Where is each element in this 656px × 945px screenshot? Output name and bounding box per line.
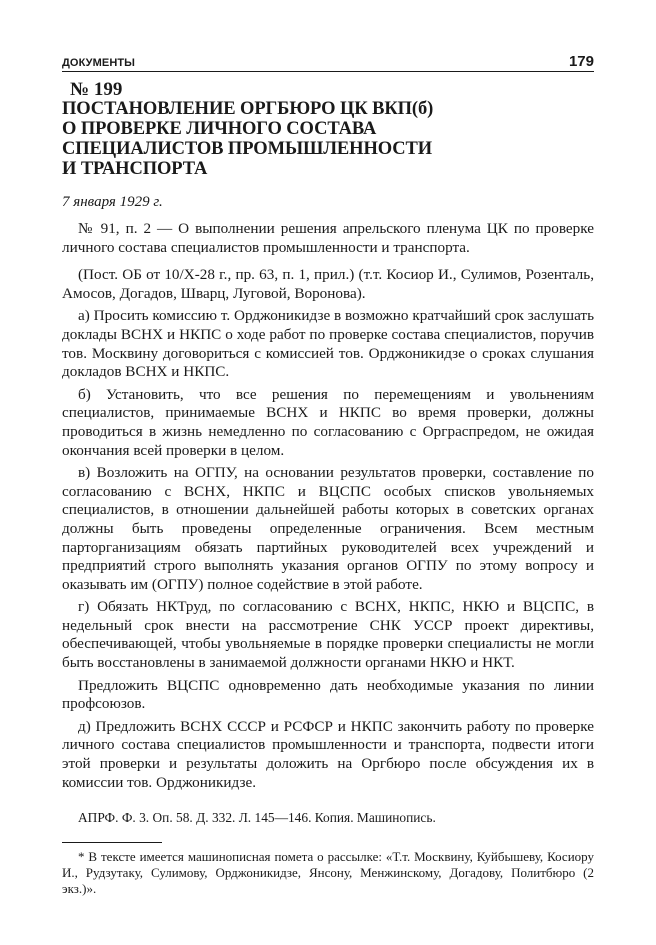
paragraph-item-a: а) Просить комиссию т. Орджоникидзе в возможно кратчайший срок заслушать доклады ВСНХ и НКПС о ходе работ по проверке состава специалистов, поручив тов. Москвину договориться с комиссией тов. Орджоникидзе о сроках слушания докладов ВСНХ и НКПС. (62, 307, 594, 381)
footnote-divider (62, 842, 162, 843)
footnote: * В тексте имеется машинописная помета о рассылке: «Т.т. Москвину, Куйбышеву, Косиору И., Рудзутаку, Сулимову, Орджоникидзе, Янсону, Менжинскому, Догадову, Политбюро (2 экз.)». (62, 849, 594, 897)
paragraph-vcsps: Предложить ВЦСПС одновременно дать необходимые указания по линии профсоюзов. (62, 676, 594, 713)
paragraph-item-d: д) Предложить ВСНХ СССР и РСФСР и НКПС закончить работу по проверке личного состава специалистов промышленности и транспорта, подвести итоги этой проверки и результаты доложить на Оргбюро после обсуждения их в комиссии тов. Орджоникидзе. (62, 717, 594, 791)
title-line: ПОСТАНОВЛЕНИЕ ОРГБЮРО ЦК ВКП(б) (62, 99, 434, 119)
document-date: 7 января 1929 г. (62, 194, 163, 210)
document-page (62, 52, 594, 897)
document-body (62, 220, 594, 792)
title-line: О ПРОВЕРКЕ ЛИЧНОГО СОСТАВА (62, 119, 377, 139)
document-number: № 199 (70, 79, 123, 100)
paragraph-item-g: г) Обязать НКТруд, по согласованию с ВСНХ, НКПС, НКЮ и ВЦСПС, в недельный срок внести на рассмотрение СНК УССР проект директивы, обеспечивающей, чтобы увольняемые в порядке проверки специалисты не могли быть восстановлены в занимаемой должности органами НКЮ и НКТ. (62, 598, 594, 672)
title-line: СПЕЦИАЛИСТОВ ПРОМЫШЛЕННОСТИ (62, 139, 433, 159)
running-head (62, 52, 594, 72)
title-line: И ТРАНСПОРТА (62, 159, 208, 179)
archive-reference: АПРФ. Ф. 3. Оп. 58. Д. 332. Л. 145—146. Копия. Машинопись. (78, 810, 436, 826)
paragraph-item-b: б) Установить, что все решения по перемещениям и увольнениям специалистов, принимаемые ВСНХ и НКПС во время проверки, должны проводиться в жизнь немедленно по согласованию с Орграспредом, не ожидая окончания всей проверки в целом. (62, 385, 594, 459)
section-title: ДОКУМЕНТЫ (62, 57, 136, 69)
paragraph-item-v: в) Возложить на ОГПУ, на основании результатов проверки, составление по согласованию с ВСНХ, НКПС и ВЦСПС особых списков увольняемых специалистов, в отношении дальнейшей работы которых в советских органах должны быть проведены определенные ограничения. Всем местным парторганизациям обязать партийных руководителей всех учреждений и предприятий строго выполнять указания органов ОГПУ по этому вопросу и оказывать им (ОГПУ) полное содействие в этой работе. (62, 464, 594, 593)
document-title (62, 99, 594, 179)
page-number: 179 (568, 53, 594, 70)
paragraph-reference: (Пост. ОБ от 10/X-28 г., пр. 63, п. 1, прил.) (т.т. Косиор И., Сулимов, Розенталь, Амосов, Догадов, Шварц, Луговой, Воронова). (62, 266, 594, 302)
paragraph-preamble: № 91, п. 2 — О выполнении решения апрельского пленума ЦК по проверке личного состава специалистов промышленности и транспорта. (62, 220, 594, 256)
